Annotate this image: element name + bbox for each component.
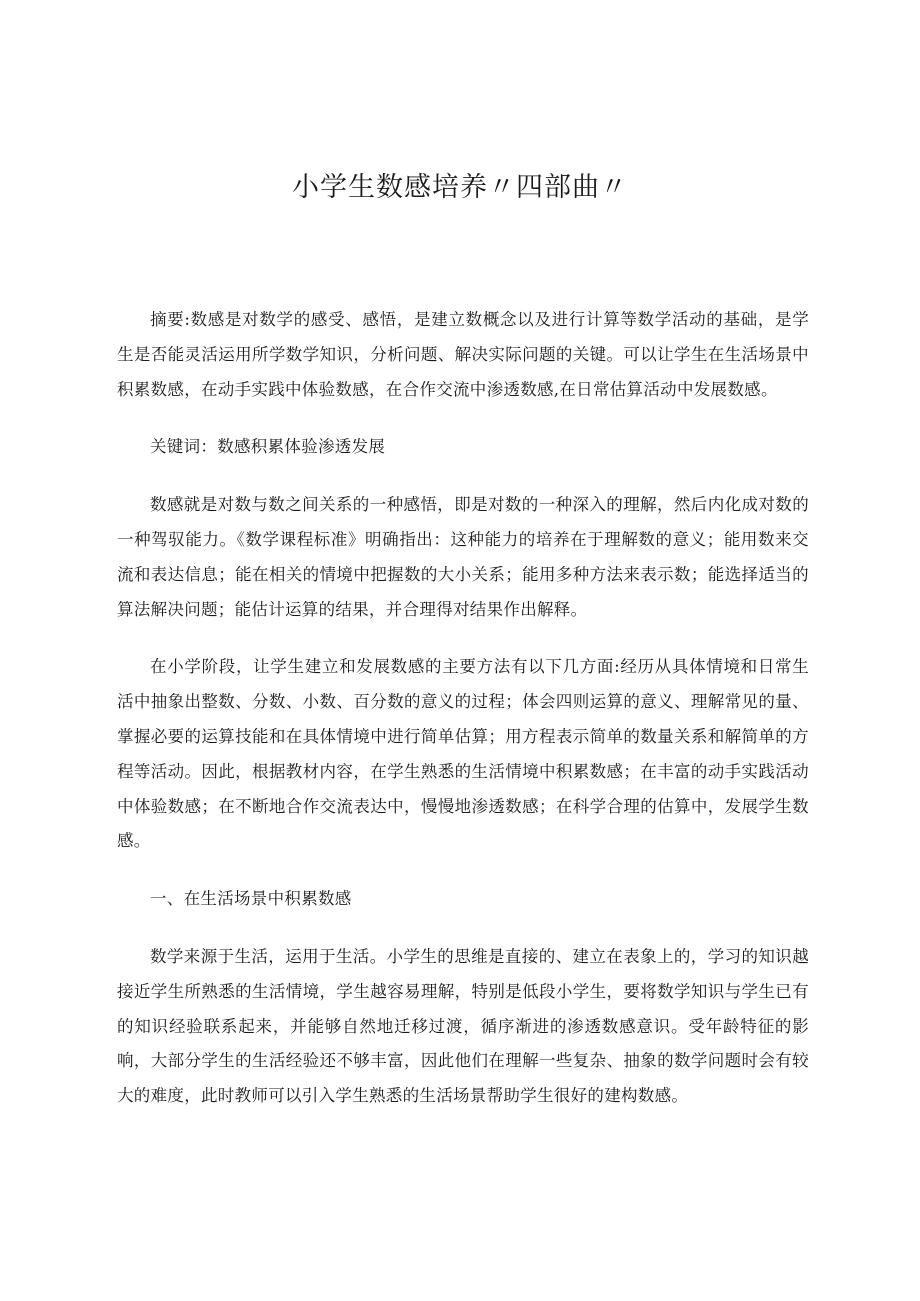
section-heading-1: 一、在生活场景中积累数感 [150,889,352,909]
document-body [117,303,809,1137]
body-paragraph-1: 数感就是对数与数之间关系的一种感悟，即是对数的一种深入的理解，然后内化成对数的一种驾驭能力。《数学课程标准》明确指出：这种能力的培养在于理解数的意义；能用数来交流和表达信息；能在相关的情境中把握数的大小关系；能用多种方法来表示数；能选择适当的算法解决问题；能估计运算的结果，并合理得对结果作出解释。 [117,495,809,619]
body-paragraph-3: 数学来源于生活，运用于生活。小学生的思维是直接的、建立在表象上的，学习的知识越接近学生所熟悉的生活情境，学生越容易理解，特别是低段小学生，要将数学知识与学生已有的知识经验联系起来，并能够自然地迁移过渡，循序渐进的渗透数感意识。受年龄特征的影响，大部分学生的生活经验还不够丰富，因此他们在理解一些复杂、抽象的数学问题时会有较大的难度，此时教师可以引入学生熟悉的生活场景帮助学生很好的建构数感。 [117,946,809,1106]
document-title: 小学生数感培养〃四部曲〃 [292,172,628,203]
abstract-paragraph: 摘要:数感是对数学的感受、感悟，是建立数概念以及进行计算等数学活动的基础，是学生是否能灵活运用所学数学知识，分析问题、解决实际问题的关键。可以让学生在生活场景中积累数感，在动手实践中体验数感，在合作交流中渗透数感,在日常估算活动中发展数感。 [117,310,809,399]
keywords-line: 关键词：数感积累体验渗透发展 [150,437,386,457]
body-paragraph-2: 在小学阶段，让学生建立和发展数感的主要方法有以下几方面:经历从具体情境和日常生活中抽象出整数、分数、小数、百分数的意义的过程；体会四则运算的意义、理解常见的量、掌握必要的运算技能和在具体情境中进行简单估算；用方程表示简单的数量关系和解简单的方程等活动。因此，根据教材内容，在学生熟悉的生活情境中积累数感；在丰富的动手实践活动中体验数感；在不断地合作交流表达中，慢慢地渗透数感；在科学合理的估算中，发展学生数感。 [117,657,809,851]
